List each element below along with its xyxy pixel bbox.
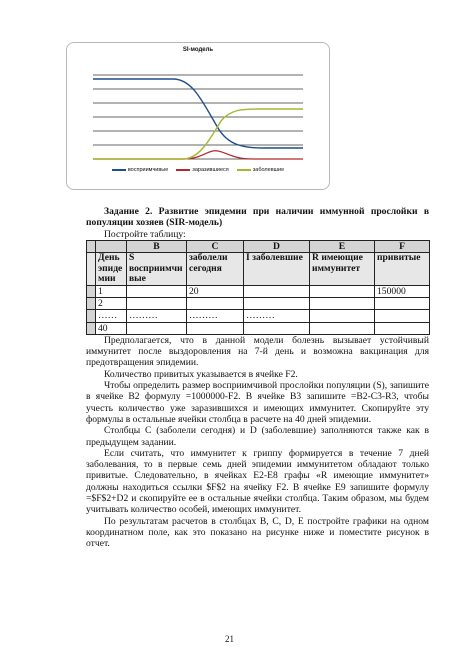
column-letter: D	[244, 240, 310, 252]
header-cell: I заболевшие	[244, 253, 310, 286]
series-ill-line	[93, 109, 303, 159]
chart-title: SI-модель	[182, 47, 214, 53]
chart-plot-area	[93, 73, 303, 161]
paragraph: По результатам расчетов в столбцах B, C, D, E постройте графики на одном координатном поле, как это показано на рисунке ниже и поместите рисунок в отчет.	[86, 515, 429, 550]
table-row: 2	[87, 297, 430, 309]
task-instruction: Постройте таблицу:	[104, 228, 186, 240]
chart-legend	[67, 167, 329, 173]
column-letter: E	[310, 240, 375, 252]
table-row: …… ……… ……… ………	[87, 310, 430, 322]
legend-item-ill: заболевшие	[237, 167, 284, 173]
document-body	[86, 206, 429, 550]
column-letter: F	[375, 240, 430, 252]
table-row: 40	[87, 322, 430, 334]
paragraph: Если считать, что иммунитет к гриппу формируется в течение 7 дней заболевания, то в первые семь дней эпидемии иммунитетом обладают только привитые. Следовательно, в ячейках E2-E8 графы «R имеющие иммунитет» должны находиться ссылки $F$2 на ячейку F2. В ячейке E9 запишите формулу =$F$2+D2 и скопируйте ее в остальные ячейки столбца. Таким образом, мы будем учитывать количество особей, имеющих иммунитет.	[86, 447, 429, 516]
header-cell: R имеющие иммунитет	[310, 253, 375, 286]
column-letter: B	[127, 240, 187, 252]
paragraph: Чтобы определить размер восприимчивой прослойки популяции (S), запишите в ячейке B2 формулу =1000000-F2. В ячейке B3 запишите =B2-C3-R3, чтобы учесть количество уже заразившихся и имеющих иммунитет. Скопируйте эту формулы в остальные ячейки столбца в расчете на 40 дней эпидемии.	[86, 380, 429, 425]
table-header-row	[87, 253, 430, 286]
sir-table	[86, 240, 430, 335]
legend-swatch	[237, 169, 251, 171]
chart-gridlines	[93, 75, 303, 159]
header-cell: заболели сегодня	[187, 253, 244, 286]
legend-item-susceptible: восприимчивые	[112, 167, 169, 173]
chart-figure	[66, 42, 330, 190]
legend-swatch	[176, 169, 190, 171]
page-number: 21	[225, 634, 234, 644]
legend-swatch	[112, 169, 126, 171]
column-letter: C	[187, 240, 244, 252]
table-row: 1 20 150000	[87, 285, 430, 297]
table-column-letters	[87, 240, 430, 252]
paragraph: Столбцы C (заболели сегодня) и D (заболевшие) заполняются также как в предыдущем задании.	[86, 425, 429, 448]
task-heading: Задание 2. Развитие эпидемии при наличии иммунной прослойки в популяции хозяев (SIR-модель)	[86, 206, 429, 229]
header-cell: привитые	[375, 253, 430, 286]
paragraph: Предполагается, что в данной модели болезнь вызывает устойчивый иммунитет после выздоровления на 7-й день и возможна вакцинация для предотвращения эпидемии.	[86, 334, 429, 369]
series-infected-line	[93, 151, 303, 159]
paragraph: Количество привитых указывается в ячейке F2.	[104, 368, 298, 380]
header-cell: S восприимчи вые	[127, 253, 187, 286]
header-cell: День эпиде мии	[96, 253, 127, 286]
legend-item-infected: заразившиеся	[176, 167, 228, 173]
